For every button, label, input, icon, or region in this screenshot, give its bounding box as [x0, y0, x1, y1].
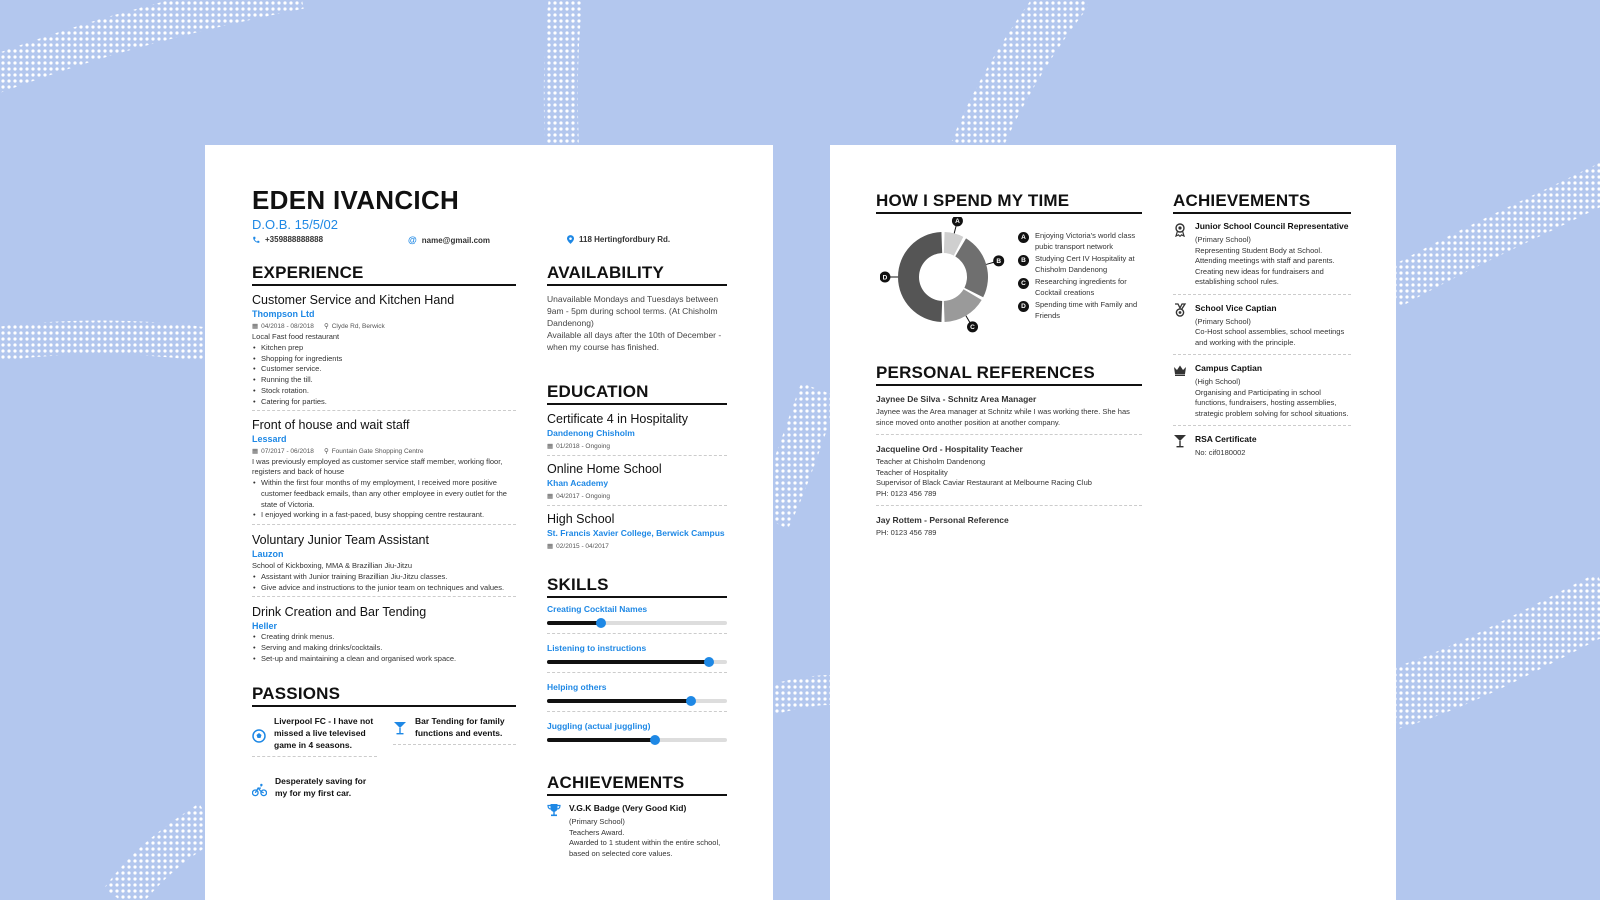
reference-text: PH: 0123 456 789: [876, 488, 937, 498]
availability-heading: AVAILABILITY: [547, 263, 727, 286]
education-dates: ▦ 02/2015 - 04/2017: [547, 542, 609, 550]
education-school: Dandenong Chisholm: [547, 428, 635, 438]
bicycle-icon: [252, 783, 267, 797]
legend-label: Researching ingredients for Cocktail creations: [1035, 277, 1127, 297]
experience-section: [252, 263, 516, 665]
achievement-text: (Primary School): [1195, 316, 1251, 326]
achievement-title: Junior School Council Representative: [1195, 221, 1349, 231]
donut-label-key: C: [970, 324, 975, 332]
date-of-birth: D.O.B. 15/5/02: [252, 217, 338, 232]
reference-text: Teacher at Chisholm Dandenong: [876, 457, 986, 466]
reference-name: Jay Rottem - Personal Reference: [876, 515, 1009, 525]
skill-item: [547, 721, 727, 750]
achievement-title: School Vice Captian: [1195, 302, 1277, 313]
donut-slice-b: [955, 238, 988, 297]
calendar-icon: ▦: [547, 543, 554, 550]
job-location: ⚲ Fountain Gate Shopping Centre: [323, 447, 424, 456]
location-pin-icon: ⚲: [323, 323, 329, 330]
list-item: • Shopping for ingredients: [252, 354, 516, 365]
job-entry: [252, 533, 516, 597]
phone-number: +359888888888: [265, 235, 324, 244]
list-item: • Running the till.: [252, 375, 516, 386]
legend-label: Enjoying Victoria's world class pubic transport network: [1035, 231, 1136, 251]
job-entry: [252, 293, 516, 411]
list-item: • Assistant with Junior training Brazillian Jiu-Jitzu classes.: [252, 572, 516, 583]
legend-key: C: [1018, 278, 1029, 289]
achievement-item: [1173, 221, 1351, 295]
list-item: • Within the first four months of my employment, I received more positive customer feedback emails, than any other employee in every outlet for the state of Victoria.: [252, 478, 516, 510]
skill-bar-knob: [596, 618, 606, 628]
skills-heading: SKILLS: [547, 575, 727, 598]
resume-page-2: [830, 145, 1396, 900]
job-description: Local Fast food restaurant: [252, 332, 340, 341]
achievement-text: (High School): [1195, 377, 1241, 386]
legend-item: [1018, 231, 1142, 252]
legend-item: [1018, 254, 1142, 275]
calendar-icon: ▦: [252, 448, 259, 456]
job-description: School of Kickboxing, MMA & Brazillian Jiu-Jitzu: [252, 561, 413, 571]
passion-text: Bar Tending for family functions and events.: [415, 716, 505, 738]
achievement-text: No: cif0180002: [1195, 448, 1246, 457]
reference-text: PH: 0123 456 789: [876, 528, 937, 537]
achievement-text: Awarded to 1 student within the entire school, based on selected core values.: [569, 838, 721, 858]
job-role: Customer Service and Kitchen Hand: [252, 293, 455, 307]
legend-key: B: [1018, 255, 1029, 266]
reference-text: Supervisor of Black Caviar Restaurant at Melbourne Racing Club: [876, 478, 1092, 487]
achievements-section-page1: [547, 773, 727, 859]
cocktail-glass-icon: [1173, 434, 1187, 448]
donut-label-line: [986, 262, 994, 264]
location-pin-icon: [567, 235, 574, 244]
job-company: Lauzon: [252, 549, 284, 560]
soccer-ball-icon: [252, 729, 266, 743]
achievement-text: Representing Student Body at School.: [1195, 245, 1323, 255]
achievement-item: [1173, 303, 1351, 356]
trophy-icon: [547, 803, 561, 817]
references-section: [876, 363, 1142, 539]
availability-text: Available all days after the 10th of December - when my course has finished.: [547, 330, 722, 352]
achievement-text: Teachers Award.: [569, 827, 625, 837]
skill-name: Helping others: [547, 682, 607, 692]
legend-label: Spending time with Family and Friends: [1035, 300, 1138, 320]
email-address: name@gmail.com: [421, 235, 491, 245]
skill-bar-knob: [650, 735, 660, 745]
passions-section: [252, 684, 516, 817]
skill-bar: [547, 738, 727, 742]
achievement-item: [1173, 434, 1351, 459]
donut-slice-d: [898, 232, 942, 322]
time-legend: [1018, 231, 1142, 321]
resume-page-1: [205, 145, 773, 900]
list-item: • Catering for parties.: [252, 397, 516, 408]
passion-item: [393, 715, 516, 745]
list-item: • I enjoyed working in a fast-paced, busy shopping centre restaurant.: [252, 510, 516, 521]
skill-bar: [547, 660, 727, 664]
education-school: Khan Academy: [547, 478, 609, 488]
skill-item: [547, 604, 727, 634]
list-item: • Give advice and instructions to the junior team on techniques and values.: [252, 583, 516, 594]
skill-name: Listening to instructions: [547, 643, 647, 653]
medal-icon: [1173, 303, 1187, 317]
education-entry: [547, 512, 727, 550]
references-heading: PERSONAL REFERENCES: [876, 363, 1142, 386]
job-dates: ▦ 07/2017 - 06/2018: [252, 447, 314, 456]
education-degree: Certificate 4 in Hospitality: [547, 412, 689, 426]
achievement-title: Campus Captian: [1195, 363, 1263, 373]
reference-name: Jaynee De Silva - Schnitz Area Manager: [876, 394, 1037, 404]
achievement-title: RSA Certificate: [1195, 434, 1257, 444]
achievement-text: (Primary School): [569, 817, 625, 826]
list-item: • Kitchen prep: [252, 343, 516, 354]
reference-item: [876, 444, 1142, 506]
education-degree: Online Home School: [547, 462, 662, 476]
donut-label-line: [954, 226, 956, 234]
phone-contact: [252, 235, 323, 244]
achievement-text: Co-Host school assemblies, school meetings and working with the principle.: [1195, 327, 1345, 347]
passion-text: Liverpool FC - I have not missed a live televised game in 4 seasons.: [274, 716, 374, 750]
job-bullets: [252, 632, 516, 664]
achievement-item: [547, 803, 727, 859]
job-bullets: [252, 478, 516, 521]
cocktail-icon: [393, 721, 407, 735]
achievement-text: Creating new ideas for fundraisers and establishing school rules.: [1195, 266, 1324, 286]
time-heading: HOW I SPEND MY TIME: [876, 191, 1142, 214]
job-bullets: [252, 343, 516, 407]
job-company: Heller: [252, 621, 278, 632]
legend-item: [1018, 300, 1142, 321]
skill-bar-fill: [547, 738, 655, 742]
list-item: • Stock rotation.: [252, 386, 516, 397]
passions-heading: PASSIONS: [252, 684, 516, 707]
address-contact: [567, 235, 670, 244]
job-dates: ▦ 04/2018 - 08/2018: [252, 322, 314, 330]
job-company: Lessard: [252, 434, 287, 445]
donut-label-key: A: [955, 218, 960, 226]
achievements-heading: ACHIEVEMENTS: [1173, 191, 1351, 214]
calendar-icon: ▦: [547, 493, 554, 500]
achievement-title: V.G.K Badge (Very Good Kid): [569, 803, 687, 813]
education-entry: [547, 412, 727, 456]
list-item: • Customer service.: [252, 364, 516, 375]
skill-bar-fill: [547, 699, 691, 703]
award-ribbon-icon: [1173, 223, 1187, 237]
reference-text: Teacher of Hospitality: [876, 467, 948, 477]
at-icon: @: [408, 235, 417, 245]
achievement-text: (Primary School): [1195, 235, 1251, 244]
achievement-text: Attending meetings with staff and parents.: [1195, 256, 1335, 265]
passion-item: [252, 715, 377, 757]
legend-key: A: [1018, 232, 1029, 243]
reference-name: Jacqueline Ord - Hospitality Teacher: [876, 444, 1023, 454]
skill-name: Creating Cocktail Names: [547, 604, 648, 614]
job-entry: [252, 418, 516, 525]
legend-key: D: [1018, 301, 1029, 312]
reference-item: [876, 394, 1142, 435]
time-section: [876, 191, 1142, 214]
donut-label-line: [966, 316, 970, 323]
time-donut-chart: [880, 217, 1010, 337]
education-school: St. Francis Xavier College, Berwick Campus: [547, 528, 725, 538]
availability-section: [547, 263, 727, 353]
achievement-text: Organising and Participating in school functions, fundraisers, hosting assemblies, strategic problem solving for school situations.: [1195, 387, 1349, 418]
job-role: Voluntary Junior Team Assistant: [252, 533, 429, 548]
list-item: • Set-up and maintaining a clean and organised work space.: [252, 654, 516, 665]
skill-bar-knob: [704, 657, 714, 667]
availability-text: Unavailable Mondays and Tuesdays between 9am - 5pm during school terms. (At Chisholm Dandenong): [547, 294, 719, 328]
job-role: Drink Creation and Bar Tending: [252, 605, 427, 620]
skill-bar: [547, 699, 727, 703]
donut-label-key: B: [996, 258, 1002, 266]
calendar-icon: ▦: [547, 443, 554, 450]
reference-item: [876, 515, 1142, 539]
job-bullets: [252, 572, 516, 593]
list-item: • Creating drink menus.: [252, 632, 516, 643]
job-role: Front of house and wait staff: [252, 418, 410, 433]
job-entry: [252, 605, 516, 664]
achievements-section-page2: [1173, 191, 1351, 459]
phone-icon: [252, 236, 260, 244]
legend-label: Studying Cert IV Hospitality at Chisholm Dandenong: [1035, 254, 1135, 274]
achievement-item: [1173, 363, 1351, 426]
skill-name: Juggling (actual juggling): [547, 721, 651, 731]
education-dates: ▦ 01/2018 - Ongoing: [547, 442, 611, 450]
calendar-icon: ▦: [252, 323, 259, 330]
education-degree: High School: [547, 512, 615, 526]
list-item: • Serving and making drinks/cocktails.: [252, 643, 516, 654]
achievements-heading: ACHIEVEMENTS: [547, 773, 727, 796]
job-location: ⚲ Clyde Rd, Berwick: [323, 322, 385, 330]
experience-heading: EXPERIENCE: [252, 263, 516, 286]
job-description: I was previously employed as customer service staff member, working floor, registers and back of house: [252, 457, 503, 477]
passion-item: [252, 775, 377, 799]
donut-label-key: D: [882, 274, 888, 282]
location-pin-icon: ⚲: [323, 448, 329, 456]
job-company: Thompson Ltd: [252, 309, 315, 319]
skill-bar-fill: [547, 660, 709, 664]
skills-section: [547, 575, 727, 750]
skill-bar-fill: [547, 621, 601, 625]
education-heading: EDUCATION: [547, 382, 727, 405]
street-address: 118 Hertingfordbury Rd.: [579, 235, 671, 244]
crown-icon: [1173, 363, 1187, 377]
skill-bar: [547, 621, 727, 625]
reference-text: Jaynee was the Area manager at Schnitz while I was working there. She has since moved onto another position at another company.: [876, 407, 1130, 427]
candidate-name: EDEN IVANCICH: [252, 185, 460, 215]
education-dates: ▦ 04/2017 - Ongoing: [547, 492, 611, 500]
donut-slice-c: [944, 289, 982, 322]
skill-item: [547, 643, 727, 673]
education-entry: [547, 462, 727, 506]
legend-item: [1018, 277, 1142, 298]
skill-item: [547, 682, 727, 712]
education-section: [547, 382, 727, 550]
email-contact: [408, 235, 490, 245]
passion-text: Desperately saving for my for my first car.: [275, 776, 367, 798]
skill-bar-knob: [686, 696, 696, 706]
